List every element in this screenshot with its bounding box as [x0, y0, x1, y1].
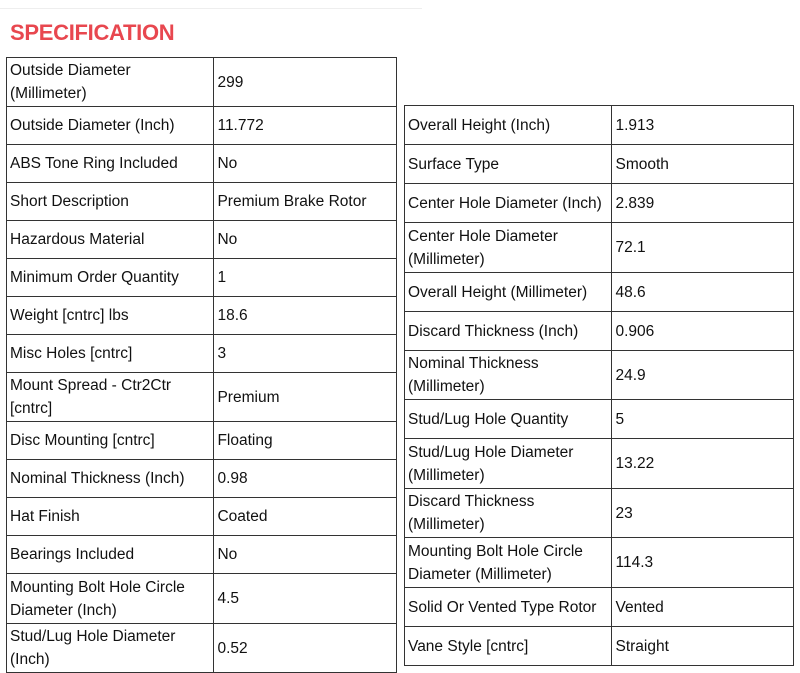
spec-value: No	[214, 536, 397, 574]
spec-value: 0.52	[214, 624, 397, 673]
table-row	[405, 627, 794, 666]
table-row	[405, 400, 794, 439]
spec-table-right	[404, 105, 794, 666]
table-row	[7, 460, 397, 498]
spec-label: Minimum Order Quantity	[7, 259, 214, 297]
spec-value: 2.839	[612, 184, 794, 223]
spec-value: 0.906	[612, 312, 794, 351]
table-row	[7, 297, 397, 335]
table-row	[405, 538, 794, 588]
spec-label: Mount Spread - Ctr2Ctr [cntrc]	[7, 373, 214, 422]
table-row	[405, 439, 794, 489]
spec-label: Mounting Bolt Hole Circle Diameter (Millimeter)	[405, 538, 612, 588]
spec-label: Center Hole Diameter (Millimeter)	[405, 223, 612, 273]
table-row	[405, 106, 794, 145]
section-title: SPECIFICATION	[10, 20, 175, 45]
spec-value: 18.6	[214, 297, 397, 335]
spec-value: 72.1	[612, 223, 794, 273]
spec-label: Outside Diameter (Inch)	[7, 107, 214, 145]
table-row	[7, 624, 397, 673]
spec-value: 13.22	[612, 439, 794, 489]
spec-value: 23	[612, 489, 794, 538]
spec-label: Vane Style [cntrc]	[405, 627, 612, 666]
spec-label: Discard Thickness (Inch)	[405, 312, 612, 351]
table-row	[7, 259, 397, 297]
spec-label: Stud/Lug Hole Quantity	[405, 400, 612, 439]
spec-label: Surface Type	[405, 145, 612, 184]
spec-value: 1.913	[612, 106, 794, 145]
table-row	[405, 489, 794, 538]
spec-label: ABS Tone Ring Included	[7, 145, 214, 183]
spec-label: Nominal Thickness (Inch)	[7, 460, 214, 498]
spec-value: 24.9	[612, 351, 794, 400]
table-row	[7, 221, 397, 259]
table-row	[405, 312, 794, 351]
spec-label: Nominal Thickness (Millimeter)	[405, 351, 612, 400]
spec-value: 114.3	[612, 538, 794, 588]
spec-value: Premium	[214, 373, 397, 422]
spec-label: Disc Mounting [cntrc]	[7, 422, 214, 460]
spec-label: Misc Holes [cntrc]	[7, 335, 214, 373]
spec-value: 299	[214, 58, 397, 107]
table-row	[7, 58, 397, 107]
spec-value: 5	[612, 400, 794, 439]
table-row	[7, 498, 397, 536]
spec-label: Solid Or Vented Type Rotor	[405, 588, 612, 627]
spec-label: Outside Diameter (Millimeter)	[7, 58, 214, 107]
spec-value: Vented	[612, 588, 794, 627]
spec-label: Overall Height (Millimeter)	[405, 273, 612, 312]
table-row	[405, 223, 794, 273]
table-row	[405, 184, 794, 223]
spec-value: No	[214, 221, 397, 259]
table-row	[7, 183, 397, 221]
spec-label: Stud/Lug Hole Diameter (Millimeter)	[405, 439, 612, 489]
spec-label: Weight [cntrc] lbs	[7, 297, 214, 335]
spec-value: Floating	[214, 422, 397, 460]
spec-label: Hazardous Material	[7, 221, 214, 259]
table-row	[7, 373, 397, 422]
table-row	[7, 107, 397, 145]
spec-label: Bearings Included	[7, 536, 214, 574]
spec-value: Premium Brake Rotor	[214, 183, 397, 221]
spec-value: 1	[214, 259, 397, 297]
spec-table-left	[6, 57, 397, 673]
spec-label: Overall Height (Inch)	[405, 106, 612, 145]
spec-value: Straight	[612, 627, 794, 666]
table-row	[7, 422, 397, 460]
table-row	[7, 145, 397, 183]
spec-value: 0.98	[214, 460, 397, 498]
table-row	[405, 588, 794, 627]
spec-value: 4.5	[214, 574, 397, 624]
spec-label: Mounting Bolt Hole Circle Diameter (Inch)	[7, 574, 214, 624]
top-divider	[0, 8, 422, 9]
spec-value: Coated	[214, 498, 397, 536]
spec-label: Short Description	[7, 183, 214, 221]
spec-label: Center Hole Diameter (Inch)	[405, 184, 612, 223]
table-row	[7, 536, 397, 574]
table-row	[7, 335, 397, 373]
table-row	[7, 574, 397, 624]
spec-label: Discard Thickness (Millimeter)	[405, 489, 612, 538]
spec-label: Stud/Lug Hole Diameter (Inch)	[7, 624, 214, 673]
spec-value: 48.6	[612, 273, 794, 312]
spec-value: 11.772	[214, 107, 397, 145]
spec-value: 3	[214, 335, 397, 373]
table-row	[405, 273, 794, 312]
table-row	[405, 351, 794, 400]
spec-value: Smooth	[612, 145, 794, 184]
table-row	[405, 145, 794, 184]
spec-label: Hat Finish	[7, 498, 214, 536]
spec-value: No	[214, 145, 397, 183]
